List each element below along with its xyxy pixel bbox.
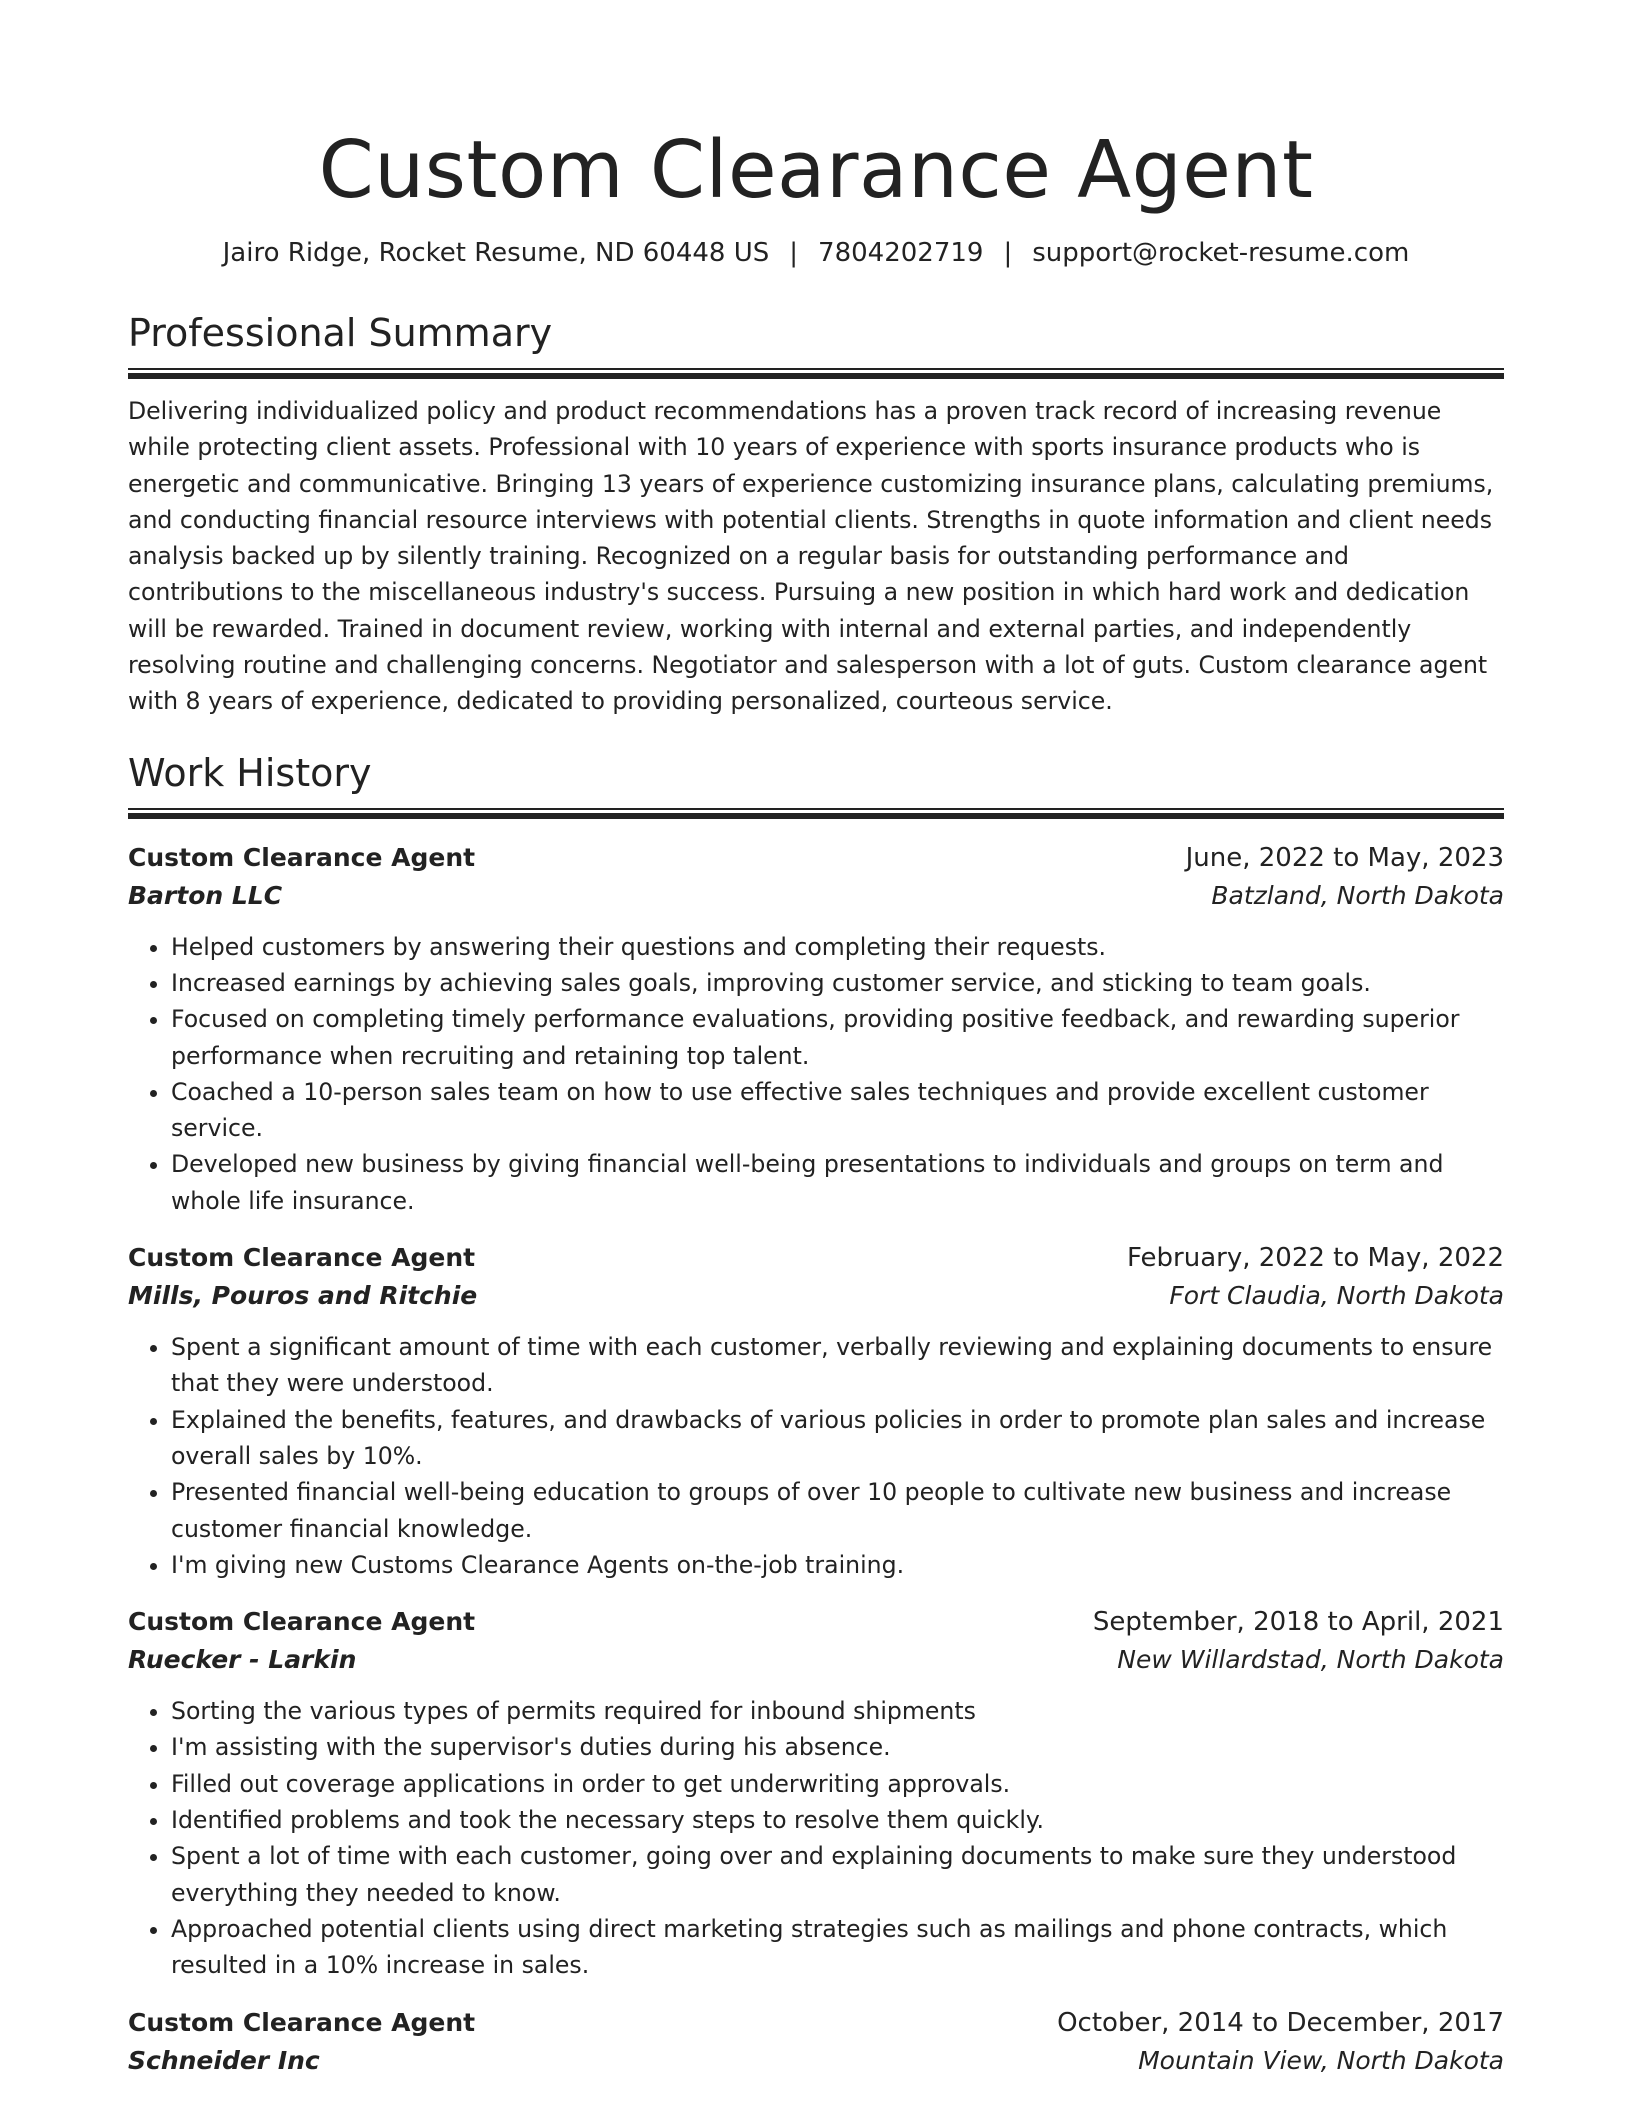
job-title: Custom Clearance Agent: [128, 842, 476, 872]
section-divider: [128, 368, 1504, 379]
job-entry: [128, 839, 1504, 1219]
job-list: [128, 839, 1504, 2080]
job-bullet: • Developed new business by giving financial well-being presentations to individuals and groups on term and whole life insurance.: [171, 1146, 1504, 1219]
job-location: Mountain View, North Dakota: [1138, 2045, 1504, 2075]
section-divider: [128, 808, 1504, 819]
job-bullet: • I'm giving new Customs Clearance Agents on-the-job training.: [171, 1547, 1504, 1583]
contact-email: support@rocket-resume.com: [1032, 238, 1410, 268]
job-bullet: • Explained the benefits, features, and drawbacks of various policies in order to promote plan sales and increase overall sales by 10%.: [171, 1402, 1504, 1475]
job-bullet: • I'm assisting with the supervisor's duties during his absence.: [171, 1729, 1504, 1765]
job-company: Barton LLC: [128, 880, 283, 910]
job-bullet: • Helped customers by answering their questions and completing their requests.: [171, 929, 1504, 965]
professional-summary-section: [128, 308, 1504, 720]
job-company-row: [128, 1277, 1504, 1315]
job-dates: October, 2014 to December, 2017: [1057, 2007, 1504, 2038]
job-company-row: [128, 877, 1504, 915]
section-heading-work: Work History: [128, 750, 372, 795]
job-header-row: [128, 1239, 1504, 1277]
job-entry: [128, 1603, 1504, 1983]
job-entry: [128, 2004, 1504, 2080]
job-company: Schneider Inc: [128, 2045, 320, 2075]
job-header-row: [128, 2004, 1504, 2042]
section-heading-summary: Professional Summary: [128, 311, 553, 355]
summary-text: Delivering individualized policy and product recommendations has a proven track record of increasing revenue while protecting client assets. Professional with 10 years of experience with sports insurance products who is energetic and communicative. Bringing 13 years of experience customizing insurance plans, calculating premiums, and conducting financial resource interviews with potential clients. Strengths in quote information and client needs analysis backed up by silently training. Recognized on a regular basis for outstanding performance and contributions to the miscellaneous industry's success. Pursuing a new position in which hard work and dedication will be rewarded. Trained in document review, working with internal and external parties, and independently resolving routine and challenging concerns. Negotiator and salesperson with a lot of guts. Custom clearance agent with 8 years of experience, dedicated to providing personalized, courteous service.: [128, 397, 1494, 716]
job-title: Custom Clearance Agent: [128, 1607, 476, 1637]
work-history-section: [128, 748, 1504, 2080]
job-dates: September, 2018 to April, 2021: [1092, 1607, 1504, 1638]
job-header-row: [128, 839, 1504, 877]
job-bullet: • Spent a significant amount of time with each customer, verbally reviewing and explaining documents to ensure that they were understood.: [171, 1329, 1504, 1402]
contact-address: Jairo Ridge, Rocket Resume, ND 60448 US: [222, 238, 770, 268]
contact-separator: |: [789, 238, 799, 268]
job-company: Ruecker - Larkin: [128, 1645, 357, 1675]
job-bullet-list: [128, 1329, 1504, 1583]
job-entry: [128, 1239, 1504, 1583]
job-bullet: • Identified problems and took the necessary steps to resolve them quickly.: [171, 1802, 1504, 1838]
job-bullet-list: [128, 929, 1504, 1219]
job-location: Fort Claudia, North Dakota: [1169, 1281, 1504, 1311]
contact-separator: |: [1003, 238, 1013, 268]
job-title: Custom Clearance Agent: [128, 2007, 476, 2037]
job-dates: June, 2022 to May, 2023: [1185, 842, 1504, 873]
resume-title: Custom Clearance Agent: [318, 124, 1314, 216]
contact-line: [128, 236, 1504, 270]
job-company: Mills, Pouros and Ritchie: [128, 1281, 478, 1311]
job-title: Custom Clearance Agent: [128, 1243, 476, 1273]
job-bullet: • Increased earnings by achieving sales goals, improving customer service, and sticking to team goals.: [171, 965, 1504, 1001]
job-company-row: [128, 2042, 1504, 2080]
job-bullet: • Presented financial well-being education to groups of over 10 people to cultivate new business and increase customer financial knowledge.: [171, 1474, 1504, 1547]
job-company-row: [128, 1641, 1504, 1679]
job-bullet: • Focused on completing timely performance evaluations, providing positive feedback, and rewarding superior performance when recruiting and retaining top talent.: [171, 1001, 1504, 1074]
job-bullet: • Filled out coverage applications in order to get underwriting approvals.: [171, 1766, 1504, 1802]
job-header-row: [128, 1603, 1504, 1641]
job-location: New Willardstad, North Dakota: [1117, 1645, 1504, 1675]
job-bullet-list: [128, 1693, 1504, 1983]
job-location: Batzland, North Dakota: [1211, 880, 1504, 910]
job-bullet: • Spent a lot of time with each customer, going over and explaining documents to make sure they understood everything they needed to know.: [171, 1838, 1504, 1911]
job-bullet: • Sorting the various types of permits required for inbound shipments: [171, 1693, 1504, 1729]
contact-phone: 7804202719: [818, 238, 984, 268]
job-bullet: • Approached potential clients using direct marketing strategies such as mailings and phone contracts, which resulted in a 10% increase in sales.: [171, 1911, 1504, 1984]
job-dates: February, 2022 to May, 2022: [1127, 1243, 1504, 1274]
job-bullet: • Coached a 10-person sales team on how to use effective sales techniques and provide excellent customer service.: [171, 1074, 1504, 1147]
